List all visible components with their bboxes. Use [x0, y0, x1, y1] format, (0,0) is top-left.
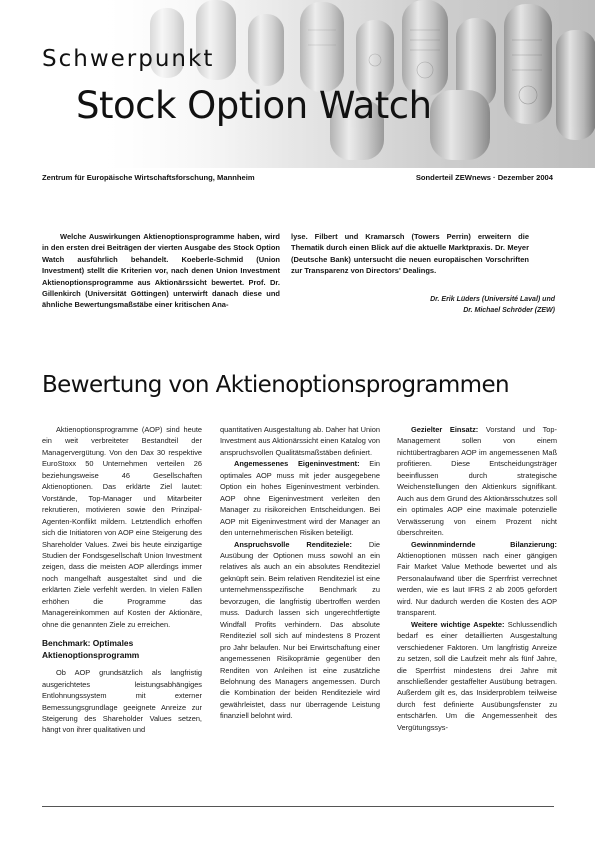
run-in-heading: Anspruchsvolle Renditeziele: — [234, 539, 352, 549]
page-title: Stock Option Watch — [76, 84, 432, 127]
article-column-3 — [397, 424, 557, 733]
header-banner — [0, 0, 595, 168]
footer-rule — [42, 806, 554, 807]
paragraph-text: Aktienoptionen müssen nach einer gängigen Fair Market Value Methode bewertet und als Personalaufwand über die Sperrfrist verrechnet werden, wie es laut IFRS 2 ab 2005 gefordert wird. Nur dadurch werden die Kosten des AOP transparent. — [397, 550, 557, 618]
paragraph — [220, 539, 380, 722]
paragraph-text: Ein optimales AOP muss mit jeder ausgegebene Option ein hohes Eigeninvestment verbinden. AOP ohne Eigeninvestment verleiten den Manager zu risikoreichen Entscheidungen. Bei AOP mit Eigeninvestment wird der Manager an den unternehmerischen Risiken beteiligt. — [220, 459, 380, 538]
paragraph: Ob AOP grundsätzlich als langfristig ausgerichtetes leistungsabhängiges Entlohnungssystem mit externer Bemessungsgrundlage geeignete Anreize zur Steigerung des Shareholder Values setzen, hängt von ihrer qualitativen und — [42, 668, 202, 735]
paragraph: Aktienoptionsprogramme (AOP) sind heute ein weit verbreiteter Bestandteil der Managervergütung. Von den Dax 30 respektive EuroStoxx 50 Unternehmen verteilen 26 beziehungsweise 46 Gesellschaften Aktienoptionen. Das erklärte Ziel lautet: Vorstände, Top-Manager und Mitarbeiter rekrutieren, motivieren sowie den Prinzipal-Agenten-Konflikt mildern. Letztendlich erhoffen sich die Initiatoren von AOP eine Steigerung des Shareholder Values. Zwei bis heute einzigartige Studien der Fondsgesellschaft Union Investment zeigen, dass die meisten AOP allerdings immer noch mangelhaft ausgestaltet sind und die erklärten Ziele verfehlt werden. In vielen Fällen erhöhen die Programme das Managereinkommen auf Kosten der Aktionäre, ohne die genannten Ziele zu erreichen. — [42, 425, 202, 629]
run-in-heading: Gezielter Einsatz: — [411, 425, 479, 434]
article-column-1 — [42, 424, 202, 736]
intro-authors — [430, 294, 555, 316]
publisher-line: Zentrum für Europäische Wirtschaftsforschung, Mannheim — [42, 173, 255, 182]
section-heading: Benchmark: Optimales Aktienoptionsprogramm — [42, 638, 140, 660]
paragraph-text: Schlussendlich bedarf es einer detaillierten Ausgestaltung verschiedener Faktoren. Um langfristig Anreize zu setzen, soll die Laufzeit mehr als fünf Jahre, die Sperrfrist mindestens drei Jahre mit anschließender gestaffelter Ausübung betragen. Außerdem gilt es, das Insiderproblem teilweise durch fest definierte Ausübungsfenster zu entschärfen. Um die Angemessenheit des Vergütungssys- — [397, 619, 557, 732]
intro-column-2 — [291, 231, 529, 277]
paragraph-text: Die Ausübung der Optionen muss sowohl an ein relatives als auch an ein absolutes Renditeziel geknüpft sein. Beim relativen Renditeziel ist eine unternehmensspezifische Benchmark zu bevorzugen, die langfristig übertroffen werden muss. Dadurch lassen sich ungerechtfertigte Windfall Profits verhindern. Das absolute Renditeziel soll sich auf mindestens 8 Prozent pro Jahr belaufen. Nur bei Erwirtschaftung einer angemessenen Risikoprämie gegenüber den Renditen von Anleihen ist eine zusätzliche Belohnung des Managers angemessen. Durch die Kombination der beiden Renditeziele wird gewährleistet, dass nur überragende Leistung finanziell belohnt wird. — [220, 539, 380, 721]
author-line: Dr. Erik Lüders (Université Laval) und — [430, 296, 555, 303]
paragraph-text: Vorstand und Top-Management sollen von einem nichtübertragbaren AOP im angemessenen Maß profitieren. Diese Entscheidungsträger beeinflussen durch strategische Weichenstellungen den Aktienkurs signifikant. Auch aus dem Grund des Aktionärsschutzes soll ein optimales AOP eine maximale potenzielle Verwässerung von einem Prozent nicht überschreiten. — [397, 425, 557, 538]
run-in-heading: Weitere wichtige Aspekte: — [411, 619, 505, 629]
paragraph: quantitativen Ausgestaltung ab. Daher hat Union Investment aus Aktionärssicht einen Katalog von anspruchsvollen Qualitätsmaßstäben definiert. — [220, 425, 380, 457]
paragraph — [397, 619, 557, 734]
run-in-heading: Angemessenes Eigeninvestment: — [234, 459, 360, 469]
section-kicker: Schwerpunkt — [42, 46, 215, 72]
run-in-heading: Gewinnmindernde Bilanzierung: — [411, 539, 557, 549]
paragraph — [220, 458, 380, 538]
issue-line: Sonderteil ZEWnews · Dezember 2004 — [415, 173, 553, 182]
intro-text-1: Welche Auswirkungen Aktienoptionsprogramme haben, wird in den ersten drei Beiträgen der vierten Ausgabe des Stock Option Watch ausführlich behandelt. Koeberle-Schmid (Union Investment) stellt die Kriterien vor, nach denen Union Investment Aktienoptionsprogramme aus Aktionärssicht bewertet. Prof. Dr. Gillenkirch (Universität Göttingen) unterwirft danach diese und ähnliche Bewertungsmaßstäbe einer kritischen Ana- — [42, 232, 280, 310]
paragraph — [397, 539, 557, 619]
intro-column-1 — [42, 231, 280, 311]
author-line: Dr. Michael Schröder (ZEW) — [463, 307, 555, 314]
paragraph — [397, 424, 557, 539]
intro-text-2: lyse. Filbert und Kramarsch (Towers Perrin) erweitern die Thematik durch einen Blick auf die aktuelle Marktpraxis. Dr. Meyer (Deutsche Bank) untersucht die neuen europäischen Vorschriften zur Transparenz von Directors' Dealings. — [291, 232, 529, 276]
article-title: Bewertung von Aktienoptionsprogrammen — [42, 372, 510, 398]
article-column-2 — [220, 424, 380, 722]
